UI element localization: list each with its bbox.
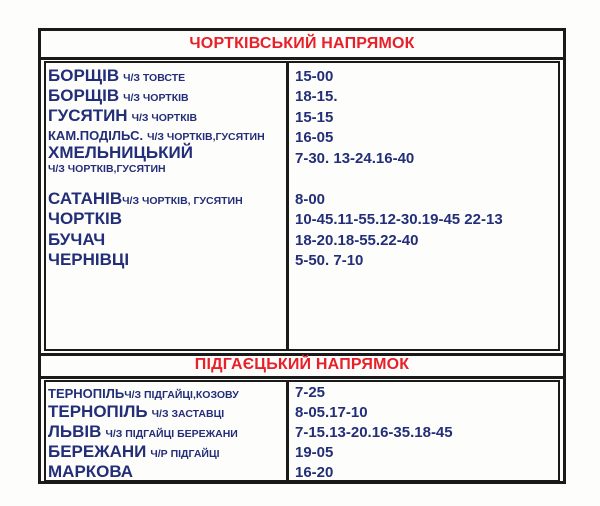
- route-times: 7-25: [295, 384, 326, 401]
- route-times: 7-30. 13-24.16-40: [295, 150, 415, 167]
- route-destination: ТЕРНОПІЛЬ Ч/З ЗАСТАВЦІ: [48, 402, 225, 421]
- route-destination: САТАНІВЧ/З ЧОРТКІВ, ГУСЯТИН: [48, 189, 243, 208]
- route-destination: ЛЬВІВ Ч/З ПІДГАЙЦІ БЕРЕЖАНИ: [48, 422, 238, 441]
- route-times: 16-20: [295, 464, 334, 481]
- route-destination: ГУСЯТИН Ч/З ЧОРТКІВ: [48, 106, 198, 125]
- timetable-sheet: [38, 28, 566, 484]
- route-times: 15-00: [295, 68, 334, 85]
- route-destination: БОРЩІВ Ч/З ТОВСТЕ: [48, 66, 186, 85]
- divider: [41, 376, 563, 379]
- column-divider: [286, 382, 289, 480]
- route-destination: ТЕРНОПІЛЬЧ/З ПІДГАЙЦІ,КОЗОВУ: [48, 386, 239, 401]
- route-destination: КАМ.ПОДІЛЬС. Ч/З ЧОРТКІВ,ГУСЯТИН: [48, 128, 265, 143]
- route-destination: БОРЩІВ Ч/З ЧОРТКІВ: [48, 86, 189, 105]
- route-destination: БЕРЕЖАНИ Ч/Р ПІДГАЙЦІ: [48, 442, 220, 461]
- route-times: 8-05.17-10: [295, 404, 368, 421]
- column-divider: [286, 63, 289, 349]
- route-times: 8-00: [295, 191, 326, 208]
- route-times: 16-05: [295, 129, 334, 146]
- section-title-chortkiv: ЧОРТКІВСЬКИЙ НАПРЯМОК: [189, 35, 415, 52]
- section-title-pidhaitsi: ПІДГАЄЦЬКИЙ НАПРЯМОК: [194, 356, 410, 373]
- route-times: 7-15.13-20.16-35.18-45: [295, 424, 453, 441]
- route-times: 5-50. 7-10: [295, 252, 364, 269]
- route-times: 18-20.18-55.22-40: [295, 232, 419, 249]
- route-destination: БУЧАЧ: [48, 230, 106, 249]
- route-times: 18-15.: [295, 88, 338, 105]
- route-destination: ЧЕРНІВЦІ: [48, 250, 130, 269]
- route-times: 10-45.11-55.12-30.19-45 22-13: [295, 211, 503, 228]
- route-destination: ХМЕЛЬНИЦЬКИЙ: [48, 143, 193, 162]
- pidhaitsi-table: [44, 380, 560, 482]
- chortkiv-table: [44, 61, 560, 351]
- route-via: Ч/З ЧОРТКІВ,ГУСЯТИН: [48, 163, 166, 175]
- route-times: 19-05: [295, 444, 334, 461]
- route-destination: ЧОРТКІВ: [48, 209, 123, 228]
- route-destination: МАРКОВА: [48, 462, 134, 481]
- route-times: 15-15: [295, 109, 334, 126]
- divider: [41, 57, 563, 60]
